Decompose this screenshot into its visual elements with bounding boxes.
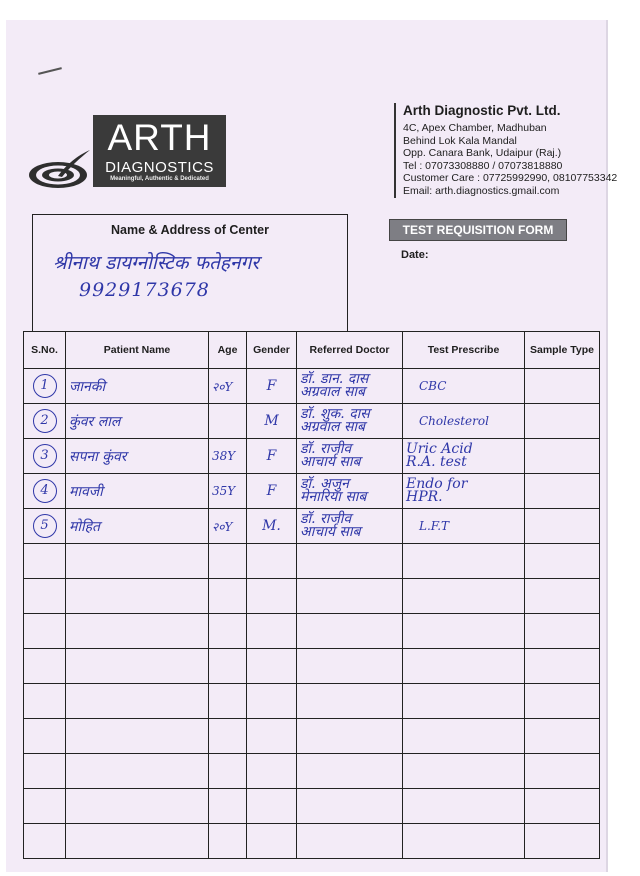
empty-cell <box>66 544 209 579</box>
col-header: Referred Doctor <box>297 332 403 369</box>
empty-cell <box>24 789 66 824</box>
empty-cell <box>525 649 600 684</box>
col-header: Patient Name <box>66 332 209 369</box>
empty-cell <box>297 684 403 719</box>
patient-age: २०Y <box>212 379 233 394</box>
patient-name: मोहित <box>69 518 101 535</box>
doctor-line: आचार्य साब <box>300 524 361 540</box>
empty-table-row <box>24 824 600 859</box>
test-name: L.F.T <box>419 519 450 533</box>
empty-cell <box>24 684 66 719</box>
test-cell <box>403 369 525 404</box>
empty-cell <box>66 649 209 684</box>
company-name: Arth Diagnostic Pvt. Ltd. <box>403 103 561 118</box>
gender-cell <box>247 369 297 404</box>
empty-cell <box>247 754 297 789</box>
empty-cell <box>209 579 247 614</box>
empty-cell <box>66 824 209 859</box>
empty-cell <box>247 719 297 754</box>
col-header: Test Prescribe <box>403 332 525 369</box>
email: Email: arth.diagnostics.gmail.com <box>403 184 560 197</box>
doctor-line: डॉ. डान. दास <box>300 371 369 387</box>
empty-cell <box>24 649 66 684</box>
empty-cell <box>66 719 209 754</box>
serial-number: 2 <box>33 409 57 433</box>
doctor-cell <box>297 439 403 474</box>
sno-cell <box>24 474 66 509</box>
address-line: Behind Lok Kala Mandal <box>403 134 517 147</box>
empty-table-row <box>24 649 600 684</box>
patient-age: २०Y <box>212 519 233 534</box>
empty-cell <box>66 614 209 649</box>
empty-cell <box>247 789 297 824</box>
empty-cell <box>209 684 247 719</box>
empty-table-row <box>24 684 600 719</box>
empty-cell <box>403 544 525 579</box>
sample-type-cell <box>525 509 600 544</box>
empty-cell <box>525 684 600 719</box>
table-row <box>24 404 600 439</box>
doctor-line: डॉ. राजीव <box>300 511 352 527</box>
age-cell <box>209 439 247 474</box>
table-row <box>24 509 600 544</box>
empty-cell <box>403 649 525 684</box>
doctor-line: मेनारिया साब <box>300 489 367 505</box>
col-header: Gender <box>247 332 297 369</box>
age-cell <box>209 474 247 509</box>
empty-cell <box>66 579 209 614</box>
form-title: TEST REQUISITION FORM <box>389 219 567 241</box>
patient-name: मावजी <box>69 483 103 500</box>
empty-cell <box>24 614 66 649</box>
empty-cell <box>403 614 525 649</box>
serial-number: 3 <box>33 444 57 468</box>
empty-cell <box>209 754 247 789</box>
sample-type-cell <box>525 404 600 439</box>
empty-cell <box>209 614 247 649</box>
address-line: 4C, Apex Chamber, Madhuban <box>403 122 547 134</box>
doctor-line: अग्रवाल साब <box>300 384 366 400</box>
empty-cell <box>525 789 600 824</box>
table-row <box>24 439 600 474</box>
empty-cell <box>247 649 297 684</box>
customer-care: Customer Care : 07725992990, 08107753342 <box>403 172 618 185</box>
patient-gender: F <box>266 483 277 499</box>
serial-number: 5 <box>33 514 57 538</box>
table-header-row <box>24 332 600 369</box>
patient-gender: M. <box>262 518 281 534</box>
sno-cell <box>24 439 66 474</box>
empty-cell <box>297 719 403 754</box>
logo-word: ARTH <box>107 117 212 158</box>
patient-name: कुंवर लाल <box>69 413 121 430</box>
sample-type-cell <box>525 474 600 509</box>
empty-cell <box>525 579 600 614</box>
gender-cell <box>247 404 297 439</box>
empty-cell <box>403 719 525 754</box>
arth-logo <box>28 115 228 190</box>
empty-cell <box>24 544 66 579</box>
empty-cell <box>525 544 600 579</box>
empty-cell <box>525 824 600 859</box>
target-icon <box>28 150 92 190</box>
empty-cell <box>209 649 247 684</box>
doctor-line: डॉ. शुक. दास <box>300 406 370 422</box>
test-name: Endo for <box>406 476 468 492</box>
age-cell <box>209 369 247 404</box>
test-name: Cholesterol <box>419 414 489 428</box>
patient-gender: F <box>266 448 277 464</box>
age-cell <box>209 404 247 439</box>
logo-sub: DIAGNOSTICS <box>105 159 214 176</box>
empty-cell <box>66 789 209 824</box>
sno-cell <box>24 509 66 544</box>
sno-cell <box>24 404 66 439</box>
doctor-line: आचार्य साब <box>300 454 361 470</box>
table-row <box>24 369 600 404</box>
empty-cell <box>24 754 66 789</box>
telephone: Tel : 07073308880 / 07073818880 <box>403 159 563 172</box>
patient-gender: F <box>266 378 277 394</box>
empty-table-row <box>24 579 600 614</box>
empty-cell <box>525 614 600 649</box>
requisition-table <box>23 331 600 859</box>
sample-type-cell <box>525 439 600 474</box>
doctor-line: अग्रवाल साब <box>300 419 366 435</box>
col-header: S.No. <box>24 332 66 369</box>
test-cell <box>403 509 525 544</box>
center-name: श्रीनाथ डायग्नोस्टिक फतेहनगर <box>53 252 260 274</box>
patient-name-cell <box>66 474 209 509</box>
patient-gender: M <box>264 413 279 429</box>
empty-cell <box>403 754 525 789</box>
test-name: CBC <box>419 379 447 393</box>
empty-cell <box>209 789 247 824</box>
test-cell <box>403 439 525 474</box>
doctor-cell <box>297 369 403 404</box>
empty-cell <box>247 614 297 649</box>
gender-cell <box>247 474 297 509</box>
col-header: Age <box>209 332 247 369</box>
doctor-cell <box>297 404 403 439</box>
serial-number: 4 <box>33 479 57 503</box>
empty-cell <box>24 824 66 859</box>
empty-table-row <box>24 544 600 579</box>
empty-cell <box>247 579 297 614</box>
empty-cell <box>66 754 209 789</box>
patient-name-cell <box>66 404 209 439</box>
empty-cell <box>66 684 209 719</box>
empty-cell <box>209 719 247 754</box>
serial-number: 1 <box>33 374 57 398</box>
empty-table-row <box>24 789 600 824</box>
test-cell <box>403 404 525 439</box>
center-title: Name & Address of Center <box>111 223 269 237</box>
empty-cell <box>209 544 247 579</box>
empty-cell <box>403 789 525 824</box>
doctor-line: डॉ. राजीव <box>300 441 352 457</box>
doctor-cell <box>297 509 403 544</box>
age-cell <box>209 509 247 544</box>
logo-wordmark <box>93 115 226 187</box>
empty-cell <box>297 754 403 789</box>
empty-cell <box>297 824 403 859</box>
col-header: Sample Type <box>525 332 600 369</box>
table-row <box>24 474 600 509</box>
test-name: HPR. <box>406 489 443 505</box>
empty-cell <box>24 579 66 614</box>
empty-table-row <box>24 719 600 754</box>
doctor-cell <box>297 474 403 509</box>
empty-cell <box>297 544 403 579</box>
gender-cell <box>247 439 297 474</box>
empty-cell <box>403 579 525 614</box>
patient-name: सपना कुंवर <box>69 448 127 465</box>
doctor-line: डॉ. अजुन <box>300 476 349 492</box>
logo-tagline: Meaningful, Authentic & Dedicated <box>110 176 209 182</box>
empty-cell <box>403 684 525 719</box>
empty-cell <box>247 824 297 859</box>
empty-cell <box>247 684 297 719</box>
company-address <box>394 103 623 198</box>
patient-age: 35Y <box>212 484 236 498</box>
center-phone: 9929173678 <box>79 279 210 301</box>
empty-cell <box>403 824 525 859</box>
empty-cell <box>297 789 403 824</box>
empty-cell <box>525 754 600 789</box>
gender-cell <box>247 509 297 544</box>
patient-name-cell <box>66 509 209 544</box>
empty-cell <box>24 719 66 754</box>
center-address-box <box>32 214 348 332</box>
test-name: R.A. test <box>406 454 467 470</box>
empty-table-row <box>24 614 600 649</box>
empty-cell <box>297 614 403 649</box>
patient-age: 38Y <box>212 449 236 463</box>
empty-table-row <box>24 754 600 789</box>
pen-mark <box>38 67 62 75</box>
empty-cell <box>247 544 297 579</box>
sno-cell <box>24 369 66 404</box>
patient-name: जानकी <box>69 378 106 395</box>
date-label: Date: <box>401 249 429 261</box>
empty-cell <box>209 824 247 859</box>
test-name: Uric Acid <box>406 441 473 457</box>
address-line: Opp. Canara Bank, Udaipur (Raj.) <box>403 147 562 160</box>
empty-cell <box>297 649 403 684</box>
empty-cell <box>525 719 600 754</box>
patient-name-cell <box>66 369 209 404</box>
empty-cell <box>297 579 403 614</box>
patient-name-cell <box>66 439 209 474</box>
sample-type-cell <box>525 369 600 404</box>
test-cell <box>403 474 525 509</box>
